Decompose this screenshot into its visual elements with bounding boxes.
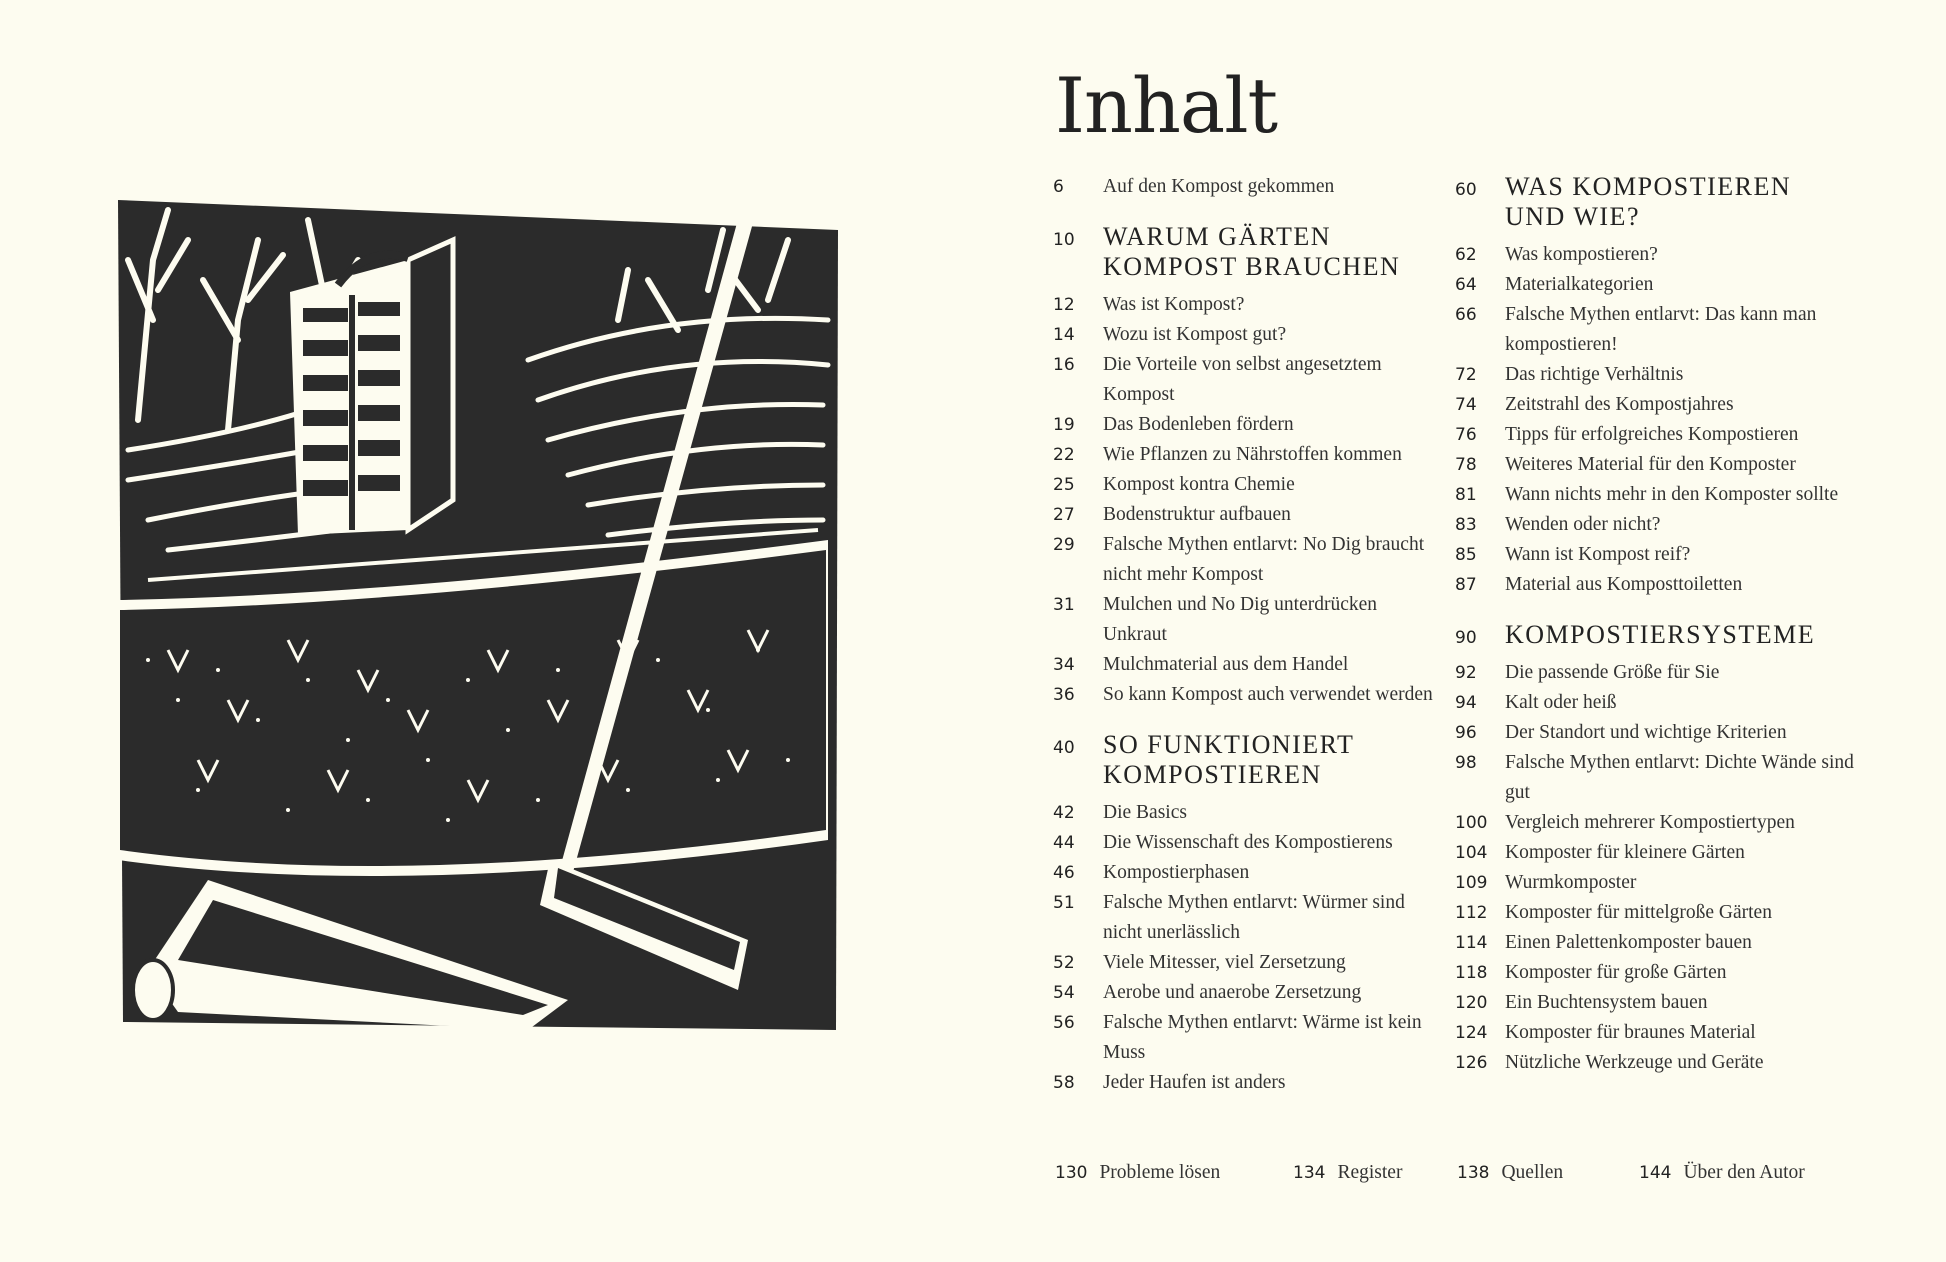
page-number: 62 [1455, 245, 1477, 265]
toc-entry[interactable] [1455, 480, 1885, 510]
entry-title: Register [1337, 1162, 1403, 1183]
toc-entry[interactable] [1053, 680, 1463, 710]
page-number: 100 [1455, 813, 1488, 833]
page-number: 134 [1293, 1163, 1326, 1183]
entry-title: Falsche Mythen entlarvt: Das kann man kompostieren! [1505, 304, 1817, 355]
page-number: 56 [1053, 1013, 1075, 1033]
toc-entry[interactable] [1455, 450, 1885, 480]
entry-title: Wann nichts mehr in den Komposter sollte [1505, 484, 1839, 505]
section-heading[interactable] [1455, 620, 1885, 650]
toc-left-column [1053, 172, 1463, 1118]
entry-title: Kompostierphasen [1103, 862, 1250, 883]
page-number: 74 [1455, 395, 1477, 415]
page-number: 12 [1053, 295, 1075, 315]
toc-entry[interactable] [1455, 808, 1885, 838]
entry-title: Komposter für mittelgroße Gärten [1505, 902, 1772, 923]
toc-entry[interactable] [1053, 828, 1463, 858]
entry-title: Weiteres Material für den Komposter [1505, 454, 1796, 475]
toc-section-warum [1053, 222, 1463, 710]
entry-title: Über den Autor [1683, 1162, 1805, 1183]
toc-entry[interactable] [1053, 798, 1463, 828]
entry-title: Bodenstruktur aufbauen [1103, 504, 1291, 525]
section-title: KOMPOSTIERSYSTEME [1505, 620, 1816, 649]
toc-appendix-row [1055, 1158, 1915, 1188]
page-number: 46 [1053, 863, 1075, 883]
page-number: 29 [1053, 535, 1075, 555]
page-number: 114 [1455, 933, 1488, 953]
entry-title: So kann Kompost auch verwendet werden [1103, 684, 1433, 705]
page-number: 90 [1455, 628, 1477, 648]
toc-entry[interactable] [1053, 650, 1463, 680]
toc-entry[interactable] [1053, 948, 1463, 978]
toc-entry[interactable] [1053, 590, 1463, 650]
toc-entry[interactable] [1053, 1008, 1463, 1068]
page-number: 72 [1455, 365, 1477, 385]
toc-entry[interactable] [1455, 510, 1885, 540]
toc-entry[interactable] [1455, 838, 1885, 868]
toc-entry[interactable] [1455, 300, 1885, 360]
page-number: 10 [1053, 230, 1075, 250]
toc-entry[interactable] [1055, 1158, 1220, 1188]
page-number: 31 [1053, 595, 1075, 615]
section-heading[interactable] [1053, 222, 1463, 282]
entry-title: Jeder Haufen ist anders [1103, 1072, 1286, 1093]
toc-entry[interactable] [1455, 928, 1885, 958]
page-number: 6 [1053, 177, 1064, 197]
toc-entry[interactable] [1053, 888, 1463, 948]
toc-entry[interactable] [1457, 1158, 1563, 1188]
page-number: 34 [1053, 655, 1075, 675]
entry-title: Ein Buchtensystem bauen [1505, 992, 1708, 1013]
page-number: 144 [1639, 1163, 1672, 1183]
entry-title: Falsche Mythen entlarvt: No Dig braucht nicht mehr Kompost [1103, 534, 1425, 585]
entry-title: Die passende Größe für Sie [1505, 662, 1720, 683]
page-number: 16 [1053, 355, 1075, 375]
section-title: SO FUNKTIONIERT KOMPOSTIEREN [1103, 730, 1354, 789]
entry-title: Quellen [1501, 1162, 1564, 1183]
page-number: 130 [1055, 1163, 1088, 1183]
entry-title: Viele Mitesser, viel Zersetzung [1103, 952, 1346, 973]
page-number: 138 [1457, 1163, 1490, 1183]
entry-title: Kompost kontra Chemie [1103, 474, 1295, 495]
toc-entry[interactable] [1455, 1018, 1885, 1048]
section-heading[interactable] [1455, 172, 1885, 232]
toc-entry[interactable] [1455, 270, 1885, 300]
toc-entry[interactable] [1053, 172, 1463, 202]
entry-title: Falsche Mythen entlarvt: Wärme ist kein Muss [1103, 1012, 1422, 1063]
toc-right-column [1455, 172, 1885, 1098]
toc-section-so-funktioniert [1053, 730, 1463, 1098]
toc-entry[interactable] [1053, 500, 1463, 530]
page-number: 92 [1455, 663, 1477, 683]
entry-title: Wie Pflanzen zu Nährstoffen kommen [1103, 444, 1402, 465]
entry-title: Falsche Mythen entlarvt: Würmer sind nicht unerlässlich [1103, 892, 1405, 943]
page-number: 42 [1053, 803, 1075, 823]
page-number: 124 [1455, 1023, 1488, 1043]
page-number: 51 [1053, 893, 1075, 913]
entry-title: Der Standort und wichtige Kriterien [1505, 722, 1787, 743]
toc-entry[interactable] [1455, 898, 1885, 928]
toc-entry[interactable] [1455, 988, 1885, 1018]
entry-title: Material aus Komposttoiletten [1505, 574, 1743, 595]
page-number: 14 [1053, 325, 1075, 345]
page-number: 19 [1053, 415, 1075, 435]
section-heading[interactable] [1053, 730, 1463, 790]
page-number: 98 [1455, 753, 1477, 773]
entry-title: Mulchmaterial aus dem Handel [1103, 654, 1349, 675]
toc-entry[interactable] [1455, 658, 1885, 688]
toc-entry[interactable] [1053, 290, 1463, 320]
toc-entry[interactable] [1455, 360, 1885, 390]
page-number: 22 [1053, 445, 1075, 465]
page-title: Inhalt [1055, 61, 1278, 150]
page-number: 76 [1455, 425, 1477, 445]
entry-title: Einen Palettenkomposter bauen [1505, 932, 1752, 953]
page-number: 104 [1455, 843, 1488, 863]
toc-entry[interactable] [1455, 240, 1885, 270]
toc-entry[interactable] [1455, 390, 1885, 420]
page-number: 60 [1455, 180, 1477, 200]
entry-title: Auf den Kompost gekommen [1103, 176, 1335, 197]
page-number: 109 [1455, 873, 1488, 893]
page-number: 66 [1455, 305, 1477, 325]
page-number: 81 [1455, 485, 1477, 505]
toc-entry[interactable] [1455, 868, 1885, 898]
page-number: 120 [1455, 993, 1488, 1013]
toc-entry[interactable] [1455, 718, 1885, 748]
toc-entry[interactable] [1455, 748, 1885, 808]
page-number: 96 [1455, 723, 1477, 743]
entry-title: Mulchen und No Dig unterdrücken Unkraut [1103, 594, 1378, 645]
page-number: 85 [1455, 545, 1477, 565]
entry-title: Vergleich mehrerer Kompostiertypen [1505, 812, 1795, 833]
entry-title: Komposter für braunes Material [1505, 1022, 1756, 1043]
toc-entry[interactable] [1053, 1068, 1463, 1098]
toc-entry[interactable] [1053, 978, 1463, 1008]
toc-entry[interactable] [1293, 1158, 1402, 1188]
entry-title: Wozu ist Kompost gut? [1103, 324, 1287, 345]
page-number: 87 [1455, 575, 1477, 595]
entry-title: Komposter für kleinere Gärten [1505, 842, 1745, 863]
entry-title: Falsche Mythen entlarvt: Dichte Wände sind gut [1505, 752, 1854, 803]
entry-title: Das richtige Verhältnis [1505, 364, 1684, 385]
page-number: 118 [1455, 963, 1488, 983]
entry-title: Aerobe und anaerobe Zersetzung [1103, 982, 1362, 1003]
section-title: WAS KOMPOSTIEREN UND WIE? [1505, 172, 1792, 231]
page-number: 83 [1455, 515, 1477, 535]
toc-intro [1053, 172, 1463, 202]
entry-title: Die Basics [1103, 802, 1187, 823]
entry-title: Wann ist Kompost reif? [1505, 544, 1691, 565]
page-number: 27 [1053, 505, 1075, 525]
toc-entry[interactable] [1053, 530, 1463, 590]
entry-title: Zeitstrahl des Kompostjahres [1505, 394, 1734, 415]
entry-title: Probleme lösen [1099, 1162, 1221, 1183]
entry-title: Was ist Kompost? [1103, 294, 1245, 315]
toc-entry[interactable] [1455, 540, 1885, 570]
toc-entry[interactable] [1455, 420, 1885, 450]
entry-title: Wurmkomposter [1505, 872, 1637, 893]
page-number: 112 [1455, 903, 1488, 923]
page-number: 40 [1053, 738, 1075, 758]
toc-entry[interactable] [1053, 858, 1463, 888]
entry-title: Die Wissenschaft des Kompostierens [1103, 832, 1393, 853]
linocut-illustration [108, 200, 838, 1030]
section-title: WARUM GÄRTEN KOMPOST BRAUCHEN [1103, 222, 1401, 281]
page-number: 94 [1455, 693, 1477, 713]
toc-entry[interactable] [1053, 440, 1463, 470]
toc-entry[interactable] [1455, 570, 1885, 600]
toc-section-kompostiersysteme [1455, 620, 1885, 1078]
entry-title: Komposter für große Gärten [1505, 962, 1727, 983]
entry-title: Nützliche Werkzeuge und Geräte [1505, 1052, 1764, 1073]
toc-entry[interactable] [1053, 350, 1463, 410]
entry-title: Das Bodenleben fördern [1103, 414, 1294, 435]
page-number: 25 [1053, 475, 1075, 495]
toc-entry[interactable] [1455, 1048, 1885, 1078]
toc-entry[interactable] [1053, 410, 1463, 440]
entry-title: Kalt oder heiß [1505, 692, 1617, 713]
page-number: 64 [1455, 275, 1477, 295]
entry-title: Materialkategorien [1505, 274, 1654, 295]
entry-title: Tipps für erfolgreiches Kompostieren [1505, 424, 1799, 445]
toc-entry[interactable] [1455, 688, 1885, 718]
toc-entry[interactable] [1053, 470, 1463, 500]
page-number: 36 [1053, 685, 1075, 705]
page-number: 126 [1455, 1053, 1488, 1073]
page-number: 54 [1053, 983, 1075, 1003]
toc-entry[interactable] [1639, 1158, 1805, 1188]
entry-title: Was kompostieren? [1505, 244, 1658, 265]
page-number: 58 [1053, 1073, 1075, 1093]
toc-entry[interactable] [1455, 958, 1885, 988]
toc-section-was-kompostieren [1455, 172, 1885, 600]
entry-title: Wenden oder nicht? [1505, 514, 1661, 535]
toc-entry[interactable] [1053, 320, 1463, 350]
page-number: 44 [1053, 833, 1075, 853]
page-number: 78 [1455, 455, 1477, 475]
entry-title: Die Vorteile von selbst angesetztem Kompost [1103, 354, 1382, 405]
page-number: 52 [1053, 953, 1075, 973]
